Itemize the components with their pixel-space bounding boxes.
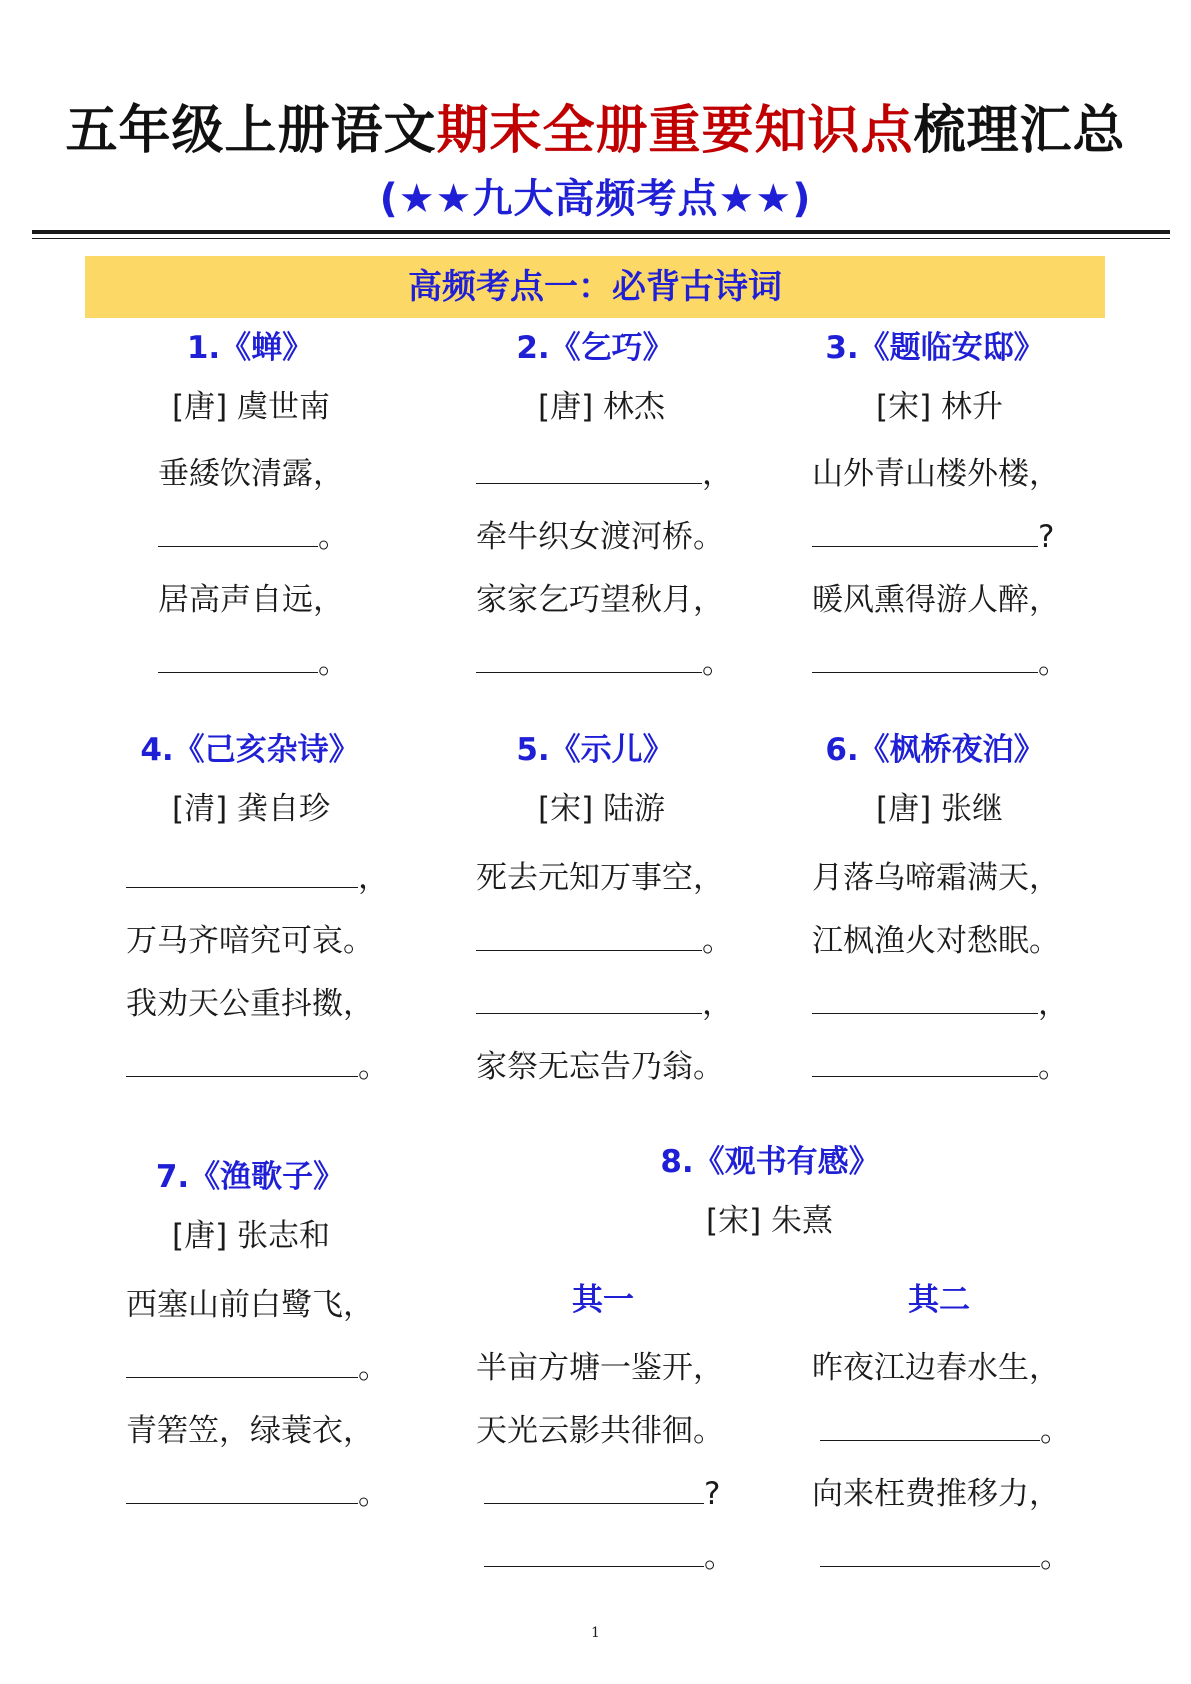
poem-line [476,643,733,683]
poem-line: 昨夜江边春水生， [812,1350,1060,1386]
line-punctuation: 。 [1038,1049,1069,1085]
page-title [0,88,1191,163]
line-punctuation: 。 [1038,645,1069,681]
fill-in-blank[interactable] [476,924,702,951]
poem-author: [宋] 陆游 [538,791,666,827]
page-subtitle: (★★九大高频考点★★) [379,176,812,222]
fill-in-blank[interactable] [484,1477,704,1504]
fill-in-blank[interactable] [126,1050,358,1077]
line-punctuation: 。 [1040,1539,1071,1575]
poem-line: 半亩方塘一鉴开， [476,1350,724,1386]
line-punctuation: ? [1038,519,1055,555]
poem-title: 8.《观书有感》 [660,1144,880,1180]
line-punctuation: 。 [318,519,349,555]
poem-title: 4.《己亥杂诗》 [140,732,360,768]
poem-line: 垂緌饮清露， [158,456,344,492]
poem-line [484,1537,735,1577]
fill-in-blank[interactable] [158,646,318,673]
fill-in-blank[interactable] [812,520,1038,547]
poem-line: 西塞山前白鹭飞， [126,1287,374,1323]
fill-in-blank[interactable] [126,1477,358,1504]
poem-line: 家祭无忘告乃翁。 [476,1049,724,1085]
poem-title: 3.《题临安邸》 [825,330,1045,366]
poem-line: 居高声自远， [158,582,344,618]
fill-in-blank[interactable] [812,646,1038,673]
title-part-1: 五年级上册语文 [65,100,437,161]
poem-line [158,517,349,557]
poem-title: 6.《枫桥夜泊》 [825,732,1045,768]
line-punctuation: 。 [1040,1413,1071,1449]
poem-author: [宋] 朱熹 [706,1203,834,1239]
poem-line [812,1047,1069,1087]
poem-line [476,454,733,494]
page-number: 1 [591,1625,600,1641]
poem-line [484,1474,720,1514]
poem-line [476,984,733,1024]
title-part-3: 梳理汇总 [913,100,1126,161]
poem-line [126,1348,389,1388]
poem-author: [清] 龚自珍 [172,791,331,827]
line-punctuation: ? [704,1476,721,1512]
poem-author: [唐] 虞世南 [172,389,331,425]
poem-line [476,921,733,961]
fill-in-blank[interactable] [820,1414,1040,1441]
poem-line [812,984,1069,1024]
poem-line [158,643,349,683]
line-punctuation: ， [702,456,733,492]
poem-line: 天光云影共徘徊。 [476,1413,724,1449]
poem-line: 万马齐喑究可哀。 [126,923,374,959]
poem-line: 家家乞巧望秋月， [476,582,724,618]
poem-title: 2.《乞巧》 [516,330,674,366]
fill-in-blank[interactable] [820,1540,1040,1567]
poem-author: [唐] 林杰 [538,389,666,425]
poem-line [812,643,1069,683]
poem-line: 我劝天公重抖擞， [126,986,374,1022]
line-punctuation: 。 [702,645,733,681]
line-punctuation: ， [1038,986,1069,1022]
poem-line [820,1411,1071,1451]
line-punctuation: ， [358,860,389,896]
poem-line: 死去元知万事空， [476,860,724,896]
poem-line: 向来枉费推移力， [812,1476,1060,1512]
poem-part-label: 其二 [908,1282,970,1318]
poem-line: 牵牛织女渡河桥。 [476,519,724,555]
poem-line: 暖风熏得游人醉， [812,582,1060,618]
poem-line [126,858,389,898]
fill-in-blank[interactable] [476,987,702,1014]
header-rule-thick [32,230,1170,234]
poem-line [820,1537,1071,1577]
fill-in-blank[interactable] [158,520,318,547]
poem-title: 7.《渔歌子》 [155,1159,345,1195]
line-punctuation: 。 [704,1539,735,1575]
poem-author: [宋] 林升 [876,389,1004,425]
poem-line [126,1047,389,1087]
poem-line [812,517,1054,557]
line-punctuation: 。 [358,1476,389,1512]
fill-in-blank[interactable] [812,987,1038,1014]
section-banner: 高频考点一：必背古诗词 [85,256,1105,318]
fill-in-blank[interactable] [476,457,702,484]
poem-author: [唐] 张志和 [172,1218,331,1254]
line-punctuation: 。 [358,1049,389,1085]
poem-line: 山外青山楼外楼， [812,456,1060,492]
poem-author: [唐] 张继 [876,791,1004,827]
line-punctuation: 。 [318,645,349,681]
fill-in-blank[interactable] [126,861,358,888]
poem-line: 青箬笠，绿蓑衣， [126,1413,374,1449]
poem-part-label: 其一 [572,1282,634,1318]
line-punctuation: ， [702,986,733,1022]
title-part-2-highlight: 期末全册重要知识点 [436,100,914,161]
line-punctuation: 。 [702,923,733,959]
fill-in-blank[interactable] [484,1540,704,1567]
poem-line: 月落乌啼霜满天， [812,860,1060,896]
line-punctuation: 。 [358,1350,389,1386]
header-rule-thin [32,238,1170,239]
fill-in-blank[interactable] [812,1050,1038,1077]
fill-in-blank[interactable] [476,646,702,673]
poem-line: 江枫渔火对愁眠。 [812,923,1060,959]
fill-in-blank[interactable] [126,1351,358,1378]
poem-title: 1.《蝉》 [186,330,314,366]
poem-title: 5.《示儿》 [516,732,674,768]
poem-line [126,1474,389,1514]
